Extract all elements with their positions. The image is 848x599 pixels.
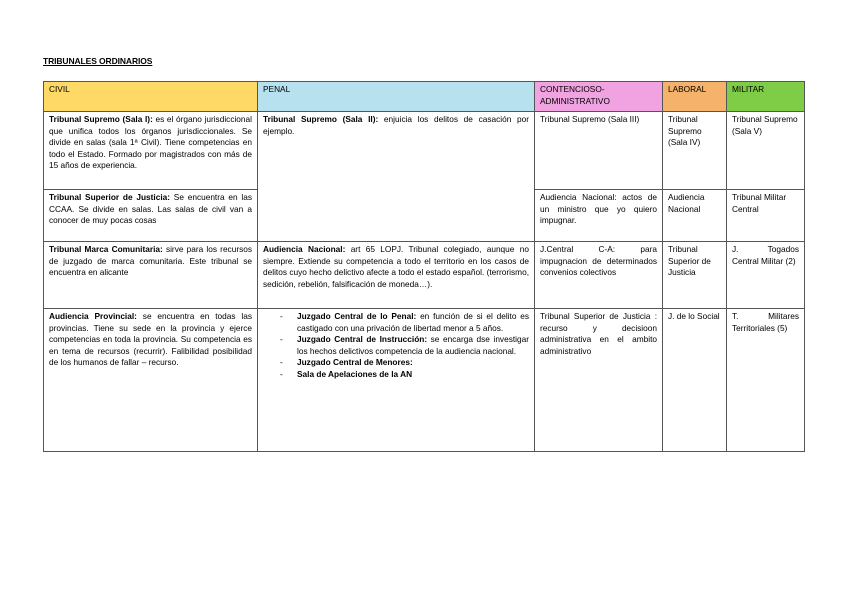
militar-cell: T. Militares Territoriales (5) xyxy=(727,309,805,452)
court-name: Juzgado Central de Menores: xyxy=(297,357,413,367)
penal-cell xyxy=(258,112,535,242)
civil-cell xyxy=(44,242,258,309)
laboral-cell: Tribunal Superior de Justicia xyxy=(663,242,727,309)
militar-cell: J. Togados Central Militar (2) xyxy=(727,242,805,309)
table-row xyxy=(44,112,805,190)
contencioso-cell: Audiencia Nacional: actos de un ministro que yo quiero impugnar. xyxy=(535,190,663,242)
court-description: enjuicia los delitos de casación por ejemplo. xyxy=(263,114,529,136)
court-name: Juzgado Central de lo Penal: xyxy=(297,311,417,321)
civil-cell xyxy=(44,112,258,190)
penal-court-list xyxy=(263,311,529,380)
contencioso-cell: Tribunal Supremo (Sala III) xyxy=(535,112,663,190)
header-militar: MILITAR xyxy=(727,82,805,112)
court-name: Sala de Apelaciones de la AN xyxy=(297,368,413,379)
laboral-cell: J. de lo Social xyxy=(663,309,727,452)
penal-cell xyxy=(258,309,535,452)
courts-table xyxy=(43,81,805,452)
court-name: Tribunal Superior de Justicia: xyxy=(49,192,171,202)
list-item xyxy=(297,369,529,381)
court-name: Audiencia Nacional: xyxy=(263,244,346,254)
table-row xyxy=(44,309,805,452)
militar-cell: Tribunal Militar Central xyxy=(727,190,805,242)
table-row xyxy=(44,242,805,309)
document-title: TRIBUNALES ORDINARIOS xyxy=(43,56,153,66)
court-name: Juzgado Central de Instrucción: xyxy=(297,334,428,344)
court-description: Se encuentra en las CCAA. Se divide en salas. Las salas de civil van a conocer de muy pocas cosas xyxy=(49,192,252,225)
militar-cell: Tribunal Supremo (Sala V) xyxy=(727,112,805,190)
list-item xyxy=(297,357,529,369)
court-name: Tribunal Marca Comunitaria: xyxy=(49,244,163,254)
laboral-cell: Tribunal Supremo (Sala IV) xyxy=(663,112,727,190)
court-description: se encarga dse investigar los hechos delictivos competencia de la audiencia nacional. xyxy=(297,334,529,356)
penal-cell xyxy=(258,242,535,309)
contencioso-cell: J.Central C-A: para impugnacion de determinados convenios colectivos xyxy=(535,242,663,309)
header-civil: CIVIL xyxy=(44,82,258,112)
list-item xyxy=(297,311,529,334)
header-contencioso: CONTENCIOSO-ADMINISTRATIVO xyxy=(535,82,663,112)
header-penal: PENAL xyxy=(258,82,535,112)
header-laboral: LABORAL xyxy=(663,82,727,112)
court-description: se encuentra en todas las provincias. Tiene su sede en la provincia y ejerce competencias en toda la provincia. Su competencia es en tema de recursos (recurrir). Falibilidad posibilidad de los humanos de fallar – recurso. xyxy=(49,311,253,367)
laboral-cell: Audiencia Nacional xyxy=(663,190,727,242)
court-description: sirve para los recursos de juzgado de marca comunitaria. Este tribunal se encuentra en alicante xyxy=(49,244,252,277)
court-name: Audiencia Provincial: xyxy=(49,311,137,321)
court-description: art 65 LOPJ. Tribunal colegiado, aunque no siempre. Extiende su competencia a todo el territorio en los casos de delitos cuyo hecho delictivo afecte a todo el estado español. (terrorismo, sedición, rebelión, falsificación de moneda…). xyxy=(263,244,529,289)
header-row xyxy=(44,82,805,112)
contencioso-cell: Tribunal Superior de Justicia : recurso y decisioon administrativa en el ambito administrativo xyxy=(535,309,663,452)
list-item xyxy=(297,334,529,357)
civil-cell xyxy=(44,190,258,242)
court-description: en función de si el delito es castigado con una privación de libertad menor a 5 años. xyxy=(297,311,529,333)
court-name: Tribunal Supremo (Sala I): xyxy=(49,114,153,124)
court-name: Tribunal Supremo (Sala II): xyxy=(263,114,379,124)
civil-cell xyxy=(44,309,258,452)
court-description: es el órgano jurisdiccional que unifica todos los órganos jurisdiccionales. Se divide en salas (sala 1ª Civil). Tiene competencias en todo el Estado. Formado por magistrados con más de 15 años de experiencia. xyxy=(49,114,252,170)
